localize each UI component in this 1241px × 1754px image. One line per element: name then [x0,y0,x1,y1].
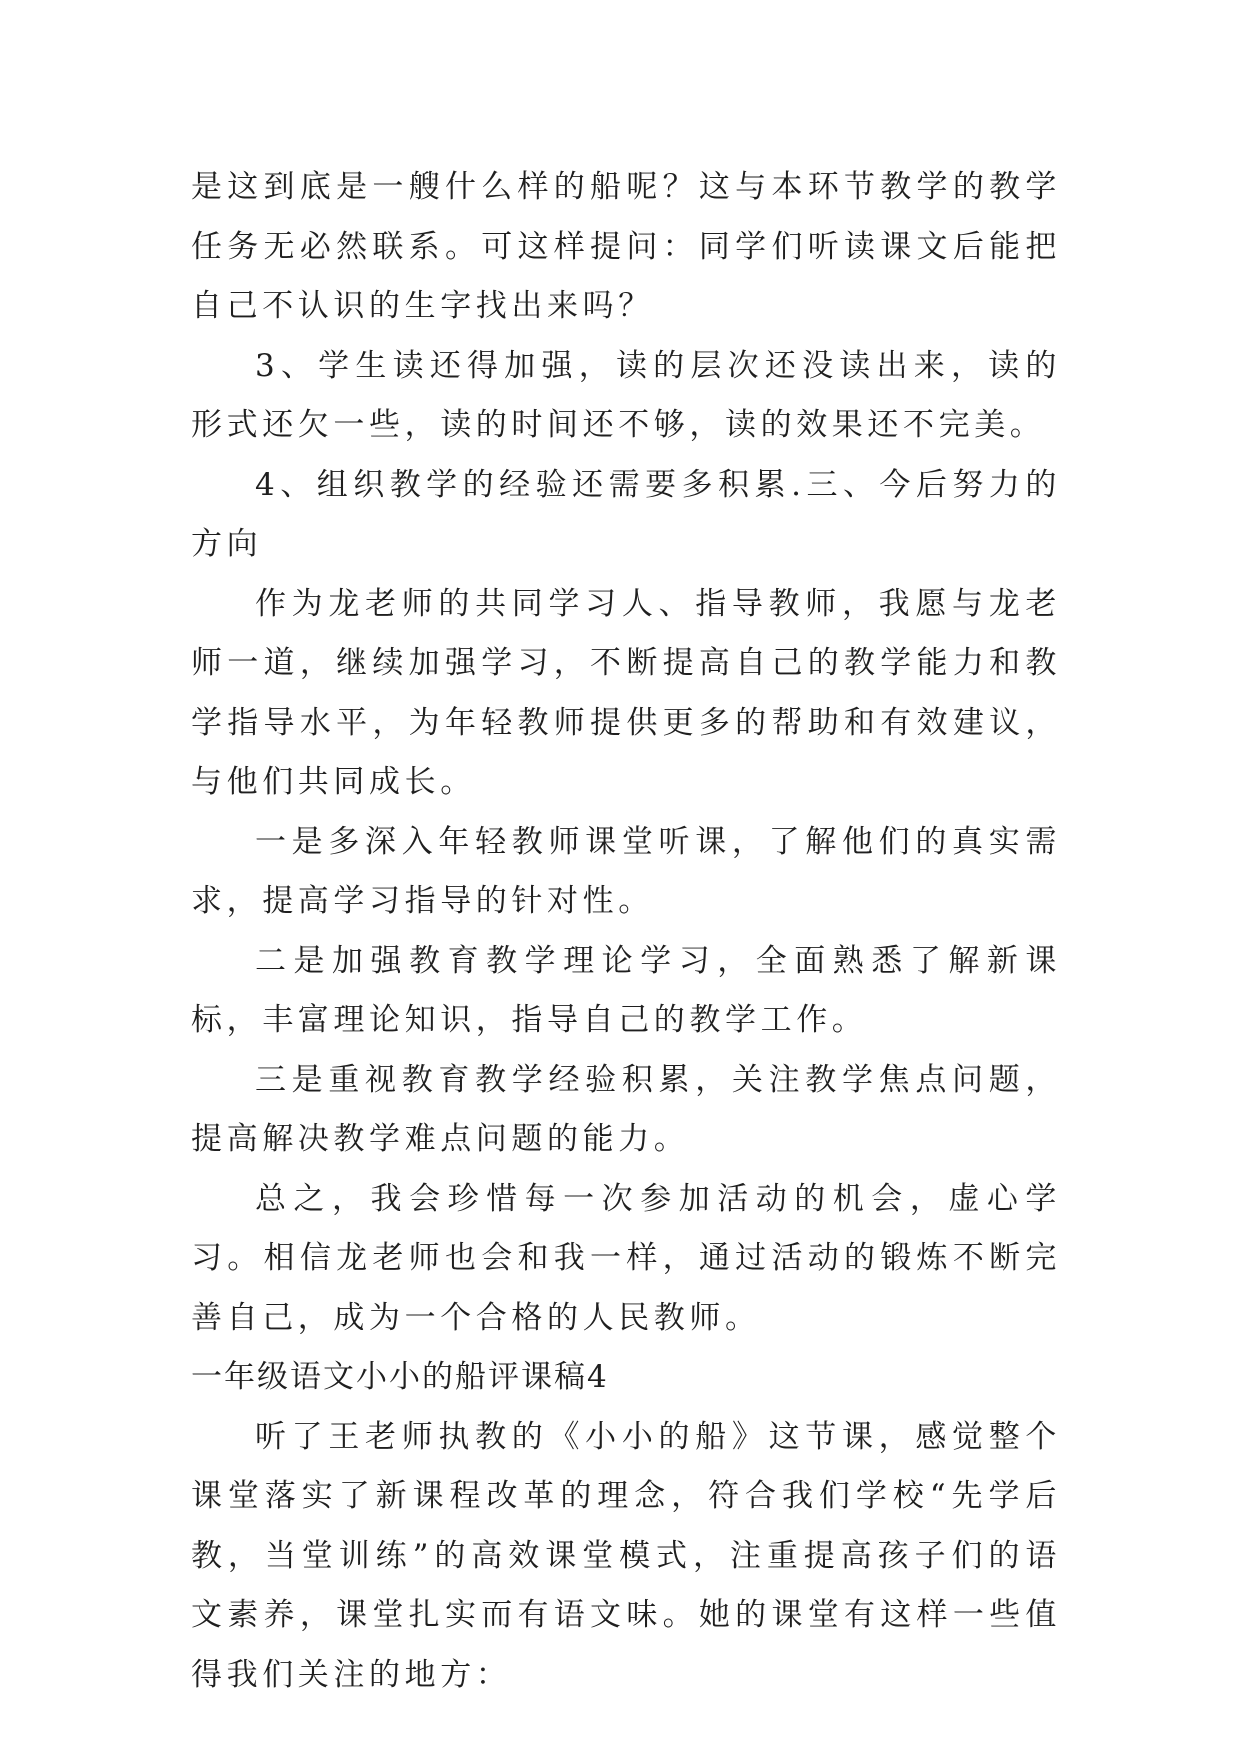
paragraph: 一是多深入年轻教师课堂听课，了解他们的真实需求，提高学习指导的针对性。 [191,823,1061,919]
paragraph: 4、组织教学的经验还需要多积累.三、今后努力的方向 [191,466,1061,562]
section-heading: 一年级语文小小的船评课稿4 [191,1359,609,1395]
paragraph: 听了王老师执教的《小小的船》这节课，感觉整个课堂落实了新课程改革的理念，符合我们学校“先学后教，当堂训练”的高效课堂模式，注重提高孩子们的语文素养，课堂扎实而有语文味。她的课堂有这样一些值得我们关注的地方： [191,1418,1061,1693]
paragraph: 三是重视教育教学经验积累，关注教学焦点问题，提高解决教学难点问题的能力。 [191,1061,1061,1157]
paragraph: 作为龙老师的共同学习人、指导教师，我愿与龙老师一道，继续加强学习，不断提高自己的教学能力和教学指导水平，为年轻教师提供更多的帮助和有效建议，与他们共同成长。 [191,585,1061,800]
paragraph: 总之，我会珍惜每一次参加活动的机会，虚心学习。相信龙老师也会和我一样，通过活动的锻炼不断完善自己，成为一个合格的人民教师。 [191,1180,1061,1336]
paragraph: 二是加强教育教学理论学习，全面熟悉了解新课标，丰富理论知识，指导自己的教学工作。 [191,942,1061,1038]
paragraph: 3、学生读还得加强，读的层次还没读出来，读的形式还欠一些，读的时间还不够，读的效果还不完美。 [191,347,1061,443]
document-body [191,158,1061,1705]
paragraph: 是这到底是一艘什么样的船呢？这与本环节教学的教学任务无必然联系。可这样提问：同学们听读课文后能把自己不认识的生字找出来吗？ [191,169,1061,324]
